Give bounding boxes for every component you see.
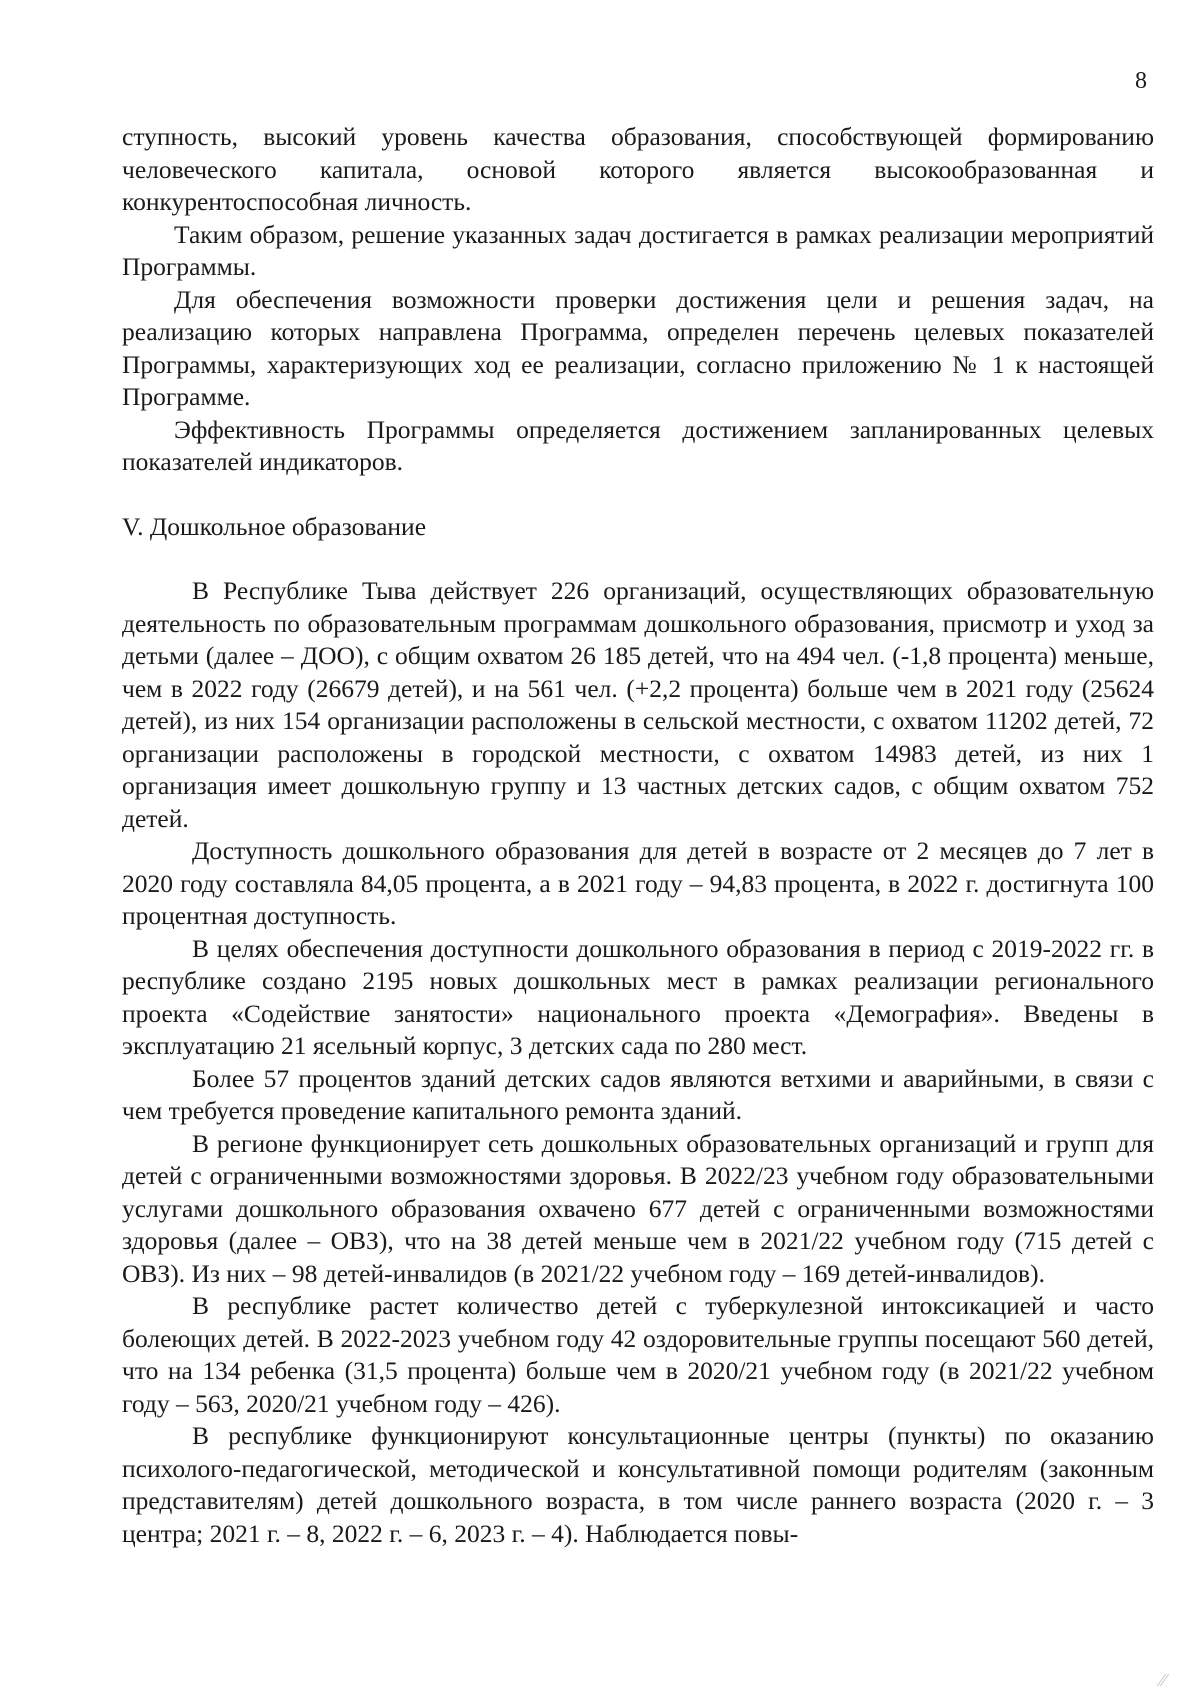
paragraph: ступность, высокий уровень качества образования, способствующей формированию человеческого капитала, основой которого является высокообразованная и конкурентоспособная личность. xyxy=(122,122,1154,216)
document-body xyxy=(122,121,1154,1550)
scan-corner-mark: ⁄⁄ xyxy=(1159,1670,1166,1690)
paragraph: Доступность дошкольного образования для детей в возрасте от 2 месяцев до 7 лет в 2020 году составляла 84,05 процента, а в 2021 году – 94,83 процента, в 2022 г. достигнута 100 процентная доступность. xyxy=(122,836,1154,930)
paragraph: В республике растет количество детей с туберкулезной интоксикацией и часто болеющих детей. В 2022-2023 учебном году 42 оздоровительные группы посещают 560 детей, что на 134 ребенка (31,5 процента) больше чем в 2020/21 учебном году (в 2021/22 учебном году – 563, 2020/21 учебном году – 426). xyxy=(122,1291,1154,1418)
paragraph: Для обеспечения возможности проверки достижения цели и решения задач, на реализацию которых направлена Программа, определен перечень целевых показателей Программы, характеризующих ход ее реализации, согласно приложению № 1 к настоящей Программе. xyxy=(122,284,1154,411)
paragraph: Эффективность Программы определяется достижением запланированных целевых показателей индикаторов. xyxy=(122,414,1154,476)
paragraph: Более 57 процентов зданий детских садов являются ветхими и аварийными, в связи с чем требуется проведение капитального ремонта зданий. xyxy=(122,1063,1154,1125)
paragraph: В регионе функционирует сеть дошкольных образовательных организаций и групп для детей с ограниченными возможностями здоровья. В 2022/23 учебном году образовательными услугами дошкольного образования охвачено 677 детей с ограниченными возможностями здоровья (далее – ОВЗ), что на 38 детей меньше чем в 2021/22 учебном году (715 детей с ОВЗ). Из них – 98 детей-инвалидов (в 2021/22 учебном году – 169 детей-инвалидов). xyxy=(122,1128,1154,1288)
paragraph: В республике функционируют консультационные центры (пункты) по оказанию психолого-педагогической, методической и консультативной помощи родителям (законным представителям) детей дошкольного возраста, в том числе раннего возраста (2020 г. – 3 центра; 2021 г. – 8, 2022 г. – 6, 2023 г. – 4). Наблюдается повы- xyxy=(122,1421,1154,1548)
paragraph: В целях обеспечения доступности дошкольного образования в период с 2019-2022 гг. в республике создано 2195 новых дошкольных мест в рамках реализации регионального проекта «Содействие занятости» национального проекта «Демография». Введены в эксплуатацию 21 ясельный корпус, 3 детских сада по 280 мест. xyxy=(122,933,1154,1060)
page-number: 8 xyxy=(1135,68,1147,94)
section-heading: V. Дошкольное образование xyxy=(122,511,427,541)
paragraph: Таким образом, решение указанных задач достигается в рамках реализации мероприятий Программы. xyxy=(122,219,1154,281)
paragraph: В Республике Тыва действует 226 организаций, осуществляющих образовательную деятельность по образовательным программам дошкольного образования, присмотр и уход за детьми (далее – ДОО), с общим охватом 26 185 детей, что на 494 чел. (-1,8 процента) меньше, чем в 2022 году (26679 детей), и на 561 чел. (+2,2 процента) больше чем в 2021 году (25624 детей), из них 154 организации расположены в сельской местности, с охватом 11202 детей, 72 организации расположены в городской местности, с охватом 14983 детей, из них 1 организация имеет дошкольную группу и 13 частных детских садов, с общим охватом 752 детей. xyxy=(122,576,1154,833)
